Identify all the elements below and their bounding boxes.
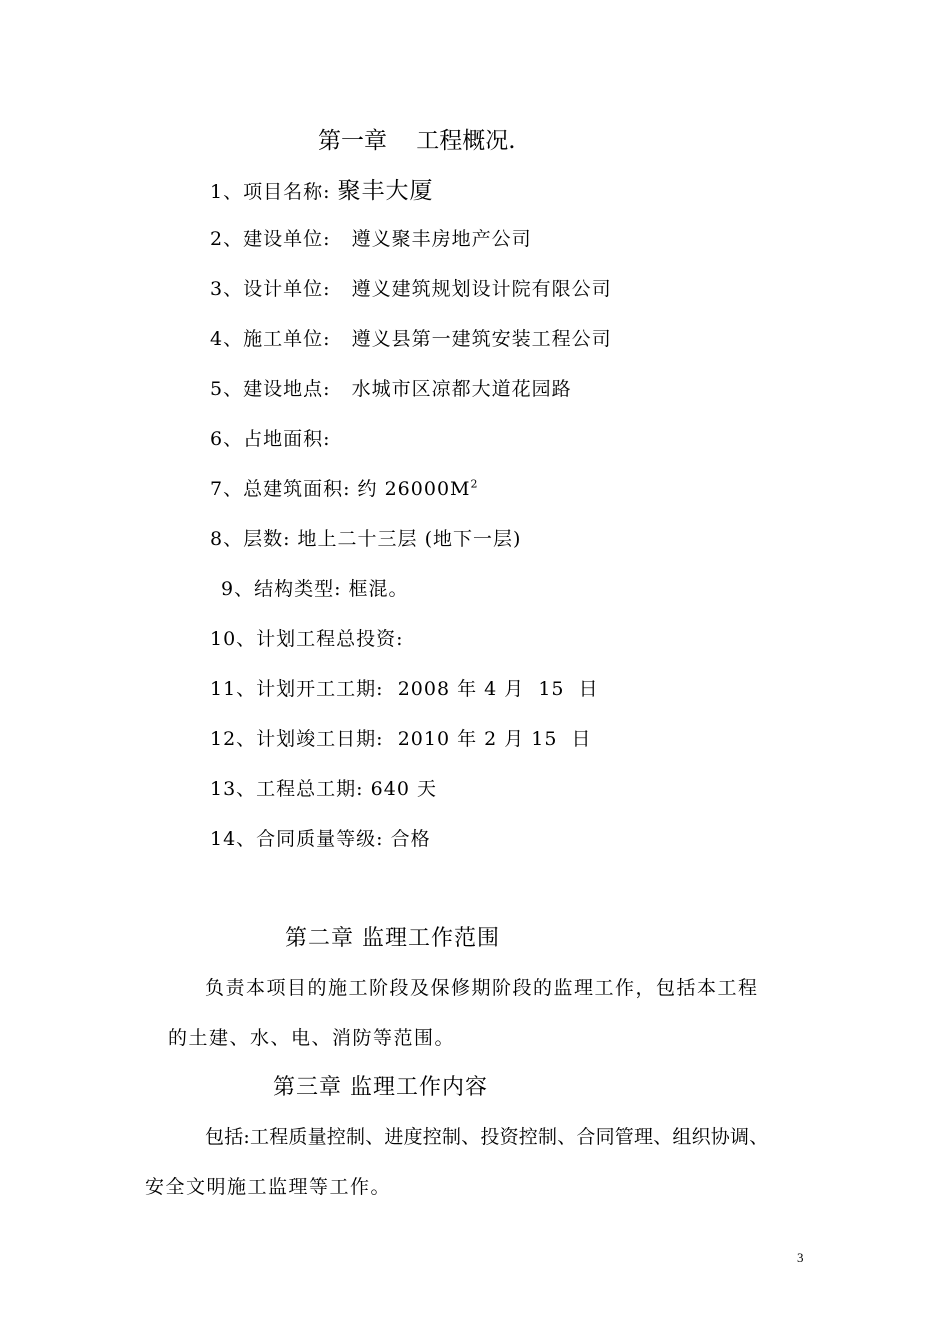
item-value: 地上二十三层 (地下一层) [297,528,522,550]
item-value: 遵义聚丰房地产公司 [351,228,532,250]
item-value: 水城市区凉都大道花园路 [351,378,572,400]
item-project-name [210,180,434,203]
item-value: 2008 年 4 月 15 日 [397,678,599,700]
item-label: 1、项目名称: [210,181,331,203]
chapter2-paragraph-line1: 负责本项目的施工阶段及保修期阶段的监理工作，包括本工程 [205,977,759,999]
chapter3-paragraph-line1: 包括:工程质量控制、进度控制、投资控制、合同管理、组织协调、 [205,1126,769,1148]
item-value: 遵义县第一建筑安装工程公司 [351,328,612,350]
item-label: 7、总建筑面积: [210,478,351,500]
item-planned-investment [210,630,404,649]
item-value: 2010 年 2 月 15 日 [397,728,592,750]
item-label: 3、设计单位: [210,278,331,300]
chapter1-title-prefix: 第一章 [318,128,387,154]
item-total-duration [210,780,437,799]
item-planned-start [210,680,599,699]
item-label: 2、建设单位: [210,228,331,250]
item-value: 框混。 [348,578,409,600]
page-number: 3 [797,1250,804,1265]
item-label: 12、计划竣工日期: [210,728,384,750]
chapter2-paragraph-line2: 的土建、水、电、消防等范围。 [168,1027,456,1049]
item-land-area [210,430,331,449]
item-value: 约 26000M [357,478,471,500]
item-value: 聚丰大厦 [337,178,434,204]
item-label: 8、层数: [210,528,291,550]
item-contractor [210,330,612,349]
item-designer [210,280,612,299]
item-label: 5、建设地点: [210,378,331,400]
chapter3-title: 第三章 监理工作内容 [273,1075,488,1100]
item-developer [210,230,532,249]
item-label: 9、结构类型: [221,578,342,600]
item-total-floor-area [210,477,479,500]
item-value: 640 天 [370,778,437,800]
item-location [210,380,572,399]
area-unit-superscript: 2 [470,477,479,491]
item-value: 遵义建筑规划设计院有限公司 [351,278,612,300]
chapter1-title [318,130,516,153]
item-planned-completion [210,730,592,749]
item-quality-grade [210,830,431,849]
item-label: 13、工程总工期: [210,778,364,800]
item-label: 6、占地面积: [210,428,331,450]
item-label: 11、计划开工工期: [210,678,384,700]
chapter2-title: 第二章 监理工作范围 [285,926,500,951]
item-label: 14、合同质量等级: [210,828,384,850]
item-structure-type [221,580,409,599]
item-label: 10、计划工程总投资: [210,628,404,650]
item-storeys [210,530,521,549]
item-label: 4、施工单位: [210,328,331,350]
item-value: 合格 [390,828,431,850]
chapter1-title-text: 工程概况. [416,128,516,154]
chapter3-paragraph-line2: 安全文明施工监理等工作。 [145,1176,392,1198]
